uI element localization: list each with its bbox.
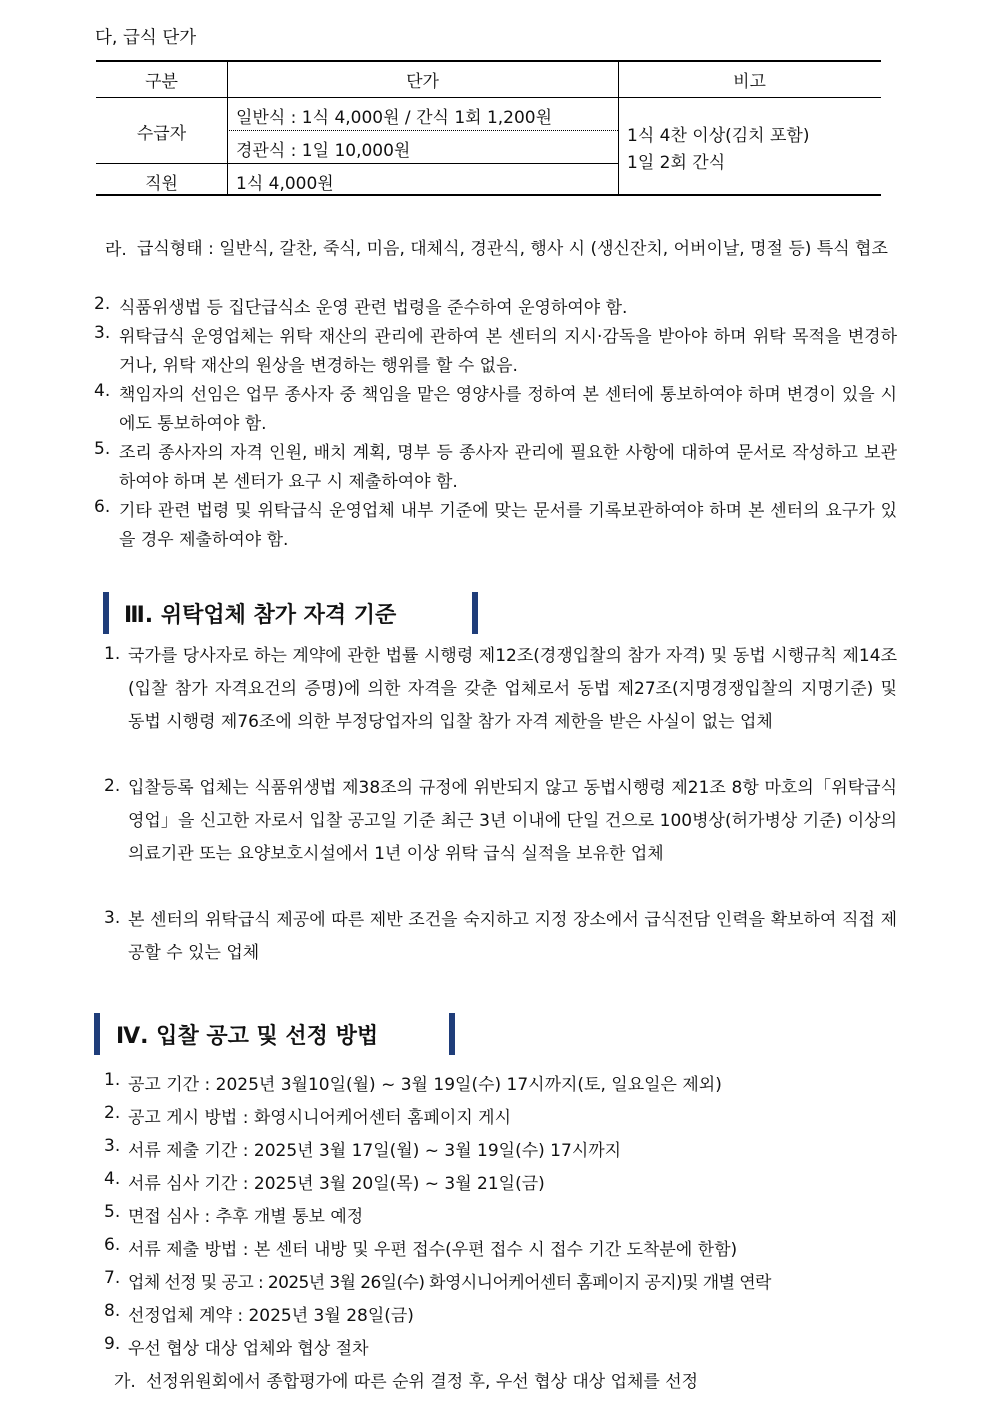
table-cell-staff-price: 1식 4,000원 [236, 174, 334, 194]
table-cell-general-price: 일반식 : 1식 4,000원 / 간식 1회 1,200원 [236, 108, 553, 128]
list-item-number: 1. [104, 1070, 121, 1090]
section-bar-left [103, 592, 109, 634]
section-title: Ⅳ. 입찰 공고 및 선정 방법 [116, 1024, 379, 1049]
list-item: 서류 제출 기간 : 2025년 3월 17일(월) ~ 3월 19일(수) 17시까지 [128, 1141, 622, 1161]
list-item-number: 9. [104, 1334, 121, 1354]
list-item: 기타 관련 법령 및 위탁급식 운영업체 내부 기준에 맞는 문서를 기록보관하여야 하며 본 센터의 요구가 있을 경우 제출하여야 함. [119, 501, 897, 550]
section-bar-right [472, 592, 478, 634]
table-cell-tube-price: 경관식 : 1일 10,000원 [236, 141, 411, 161]
list-item: 공고 게시 방법 : 화영시니어케어센터 홈페이지 게시 [128, 1108, 512, 1128]
sub-item: 선정위원회에서 종합평가에 따른 순위 결정 후, 우선 협상 대상 업체를 선정 [146, 1372, 699, 1392]
list-item: 공고 기간 : 2025년 3월10일(월) ~ 3월 19일(수) 17시까지(토, 일요일은 제외) [128, 1075, 722, 1095]
list-item-number: 2. [104, 776, 121, 796]
list-item: 업체 선정 및 공고 : 2025년 3월 26일(수) 화영시니어케어센터 홈페이지 공지)및 개별 연락 [128, 1273, 771, 1293]
list-item-number: 6. [94, 497, 111, 517]
list-item: 서류 심사 기간 : 2025년 3월 20일(목) ~ 3월 21일(금) [128, 1174, 545, 1194]
list-item-number: 4. [104, 1169, 121, 1189]
list-item-number: 8. [104, 1301, 121, 1321]
list-item: 입찰등록 업체는 식품위생법 제38조의 규정에 위반되지 않고 동법시행령 제21조 8항 마호의「위탁급식영업」을 신고한 자로서 입찰 공고일 기준 최근 3년 이내에 단일 건으로 100병상(허가병상 기준) 이상의 의료기관 또는 요양보호시설에서 1년 이상 위탁 급식 실적을 보유한 업체 [128, 778, 897, 864]
sub-item-number: 가. [114, 1372, 136, 1392]
table-cell-note-line2: 1일 2회 간식 [627, 153, 726, 173]
list-item-number: 5. [94, 439, 111, 459]
list-item: 식품위생법 등 집단급식소 운영 관련 법령을 준수하여 운영하여야 함. [119, 298, 628, 318]
list-item-number: 3. [104, 908, 121, 928]
list-item-number: 5. [104, 1202, 121, 1222]
meal-price-table [96, 60, 881, 196]
list-item-number: 라. [105, 240, 127, 260]
list-item-number: 6. [104, 1235, 121, 1255]
table-cell-note-line1: 1식 4찬 이상(김치 포함) [627, 126, 810, 146]
list-item: 책임자의 선임은 업무 종사자 중 책임을 맡은 영양사를 정하여 본 센터에 통보하여야 하며 변경이 있을 시에도 통보하여야 함. [119, 385, 897, 434]
list-item-number: 7. [104, 1268, 121, 1288]
list-item-number: 2. [104, 1103, 121, 1123]
table-cell-recipient: 수급자 [136, 124, 187, 144]
table-header-price: 단가 [406, 72, 439, 92]
table-header-category: 구분 [145, 72, 178, 92]
list-item: 선정업체 계약 : 2025년 3월 28일(금) [128, 1306, 414, 1326]
list-item: 조리 종사자의 자격 인원, 배치 계획, 명부 등 종사자 관리에 필요한 사항에 대하여 문서로 작성하고 보관하여야 하며 본 센터가 요구 시 제출하여야 함. [119, 443, 897, 492]
list-item: 우선 협상 대상 업체와 협상 절차 [128, 1339, 369, 1359]
list-item: 국가를 당사자로 하는 계약에 관한 법률 시행령 제12조(경쟁입찰의 참가 자격) 및 동법 시행규칙 제14조(입찰 참가 자격요건의 증명)에 의한 자격을 갖춘 업체로서 동법 제27조(지명경쟁입찰의 지명기준) 및 동법 시행령 제76조에 의한 부정당업자의 입찰 참가 자격 제한을 받은 사실이 없는 업체 [128, 646, 897, 732]
list-item: 서류 제출 방법 : 본 센터 내방 및 우편 접수(우편 접수 시 접수 기간 도착분에 한함) [128, 1240, 738, 1260]
list-item-number: 3. [104, 1136, 121, 1156]
section-title: Ⅲ. 위탁업체 참가 자격 기준 [124, 603, 397, 628]
table-cell-staff: 직원 [145, 174, 178, 194]
list-item-number: 4. [94, 381, 111, 401]
list-item: 면접 심사 : 추후 개별 통보 예정 [128, 1207, 364, 1227]
list-item: 본 센터의 위탁급식 제공에 따른 제반 조건을 숙지하고 지정 장소에서 급식전담 인력을 확보하여 직접 제공할 수 있는 업체 [128, 910, 897, 963]
list-item: 위탁급식 운영업체는 위탁 재산의 관리에 관하여 본 센터의 지시·감독을 받아야 하며 위탁 목적을 변경하거나, 위탁 재산의 원상을 변경하는 행위를 할 수 없음. [119, 327, 897, 376]
subsection-heading: 다, 급식 단가 [95, 28, 197, 48]
list-item-number: 2. [94, 294, 111, 314]
section-bar-right [449, 1013, 455, 1055]
list-item-number: 1. [104, 644, 121, 664]
list-item-number: 3. [94, 323, 111, 343]
list-item: 급식형태 : 일반식, 갈찬, 죽식, 미음, 대체식, 경관식, 행사 시 (생신잔치, 어버이날, 명절 등) 특식 협조 [137, 239, 888, 259]
section-bar-left [94, 1013, 100, 1055]
table-header-note: 비고 [733, 72, 766, 92]
